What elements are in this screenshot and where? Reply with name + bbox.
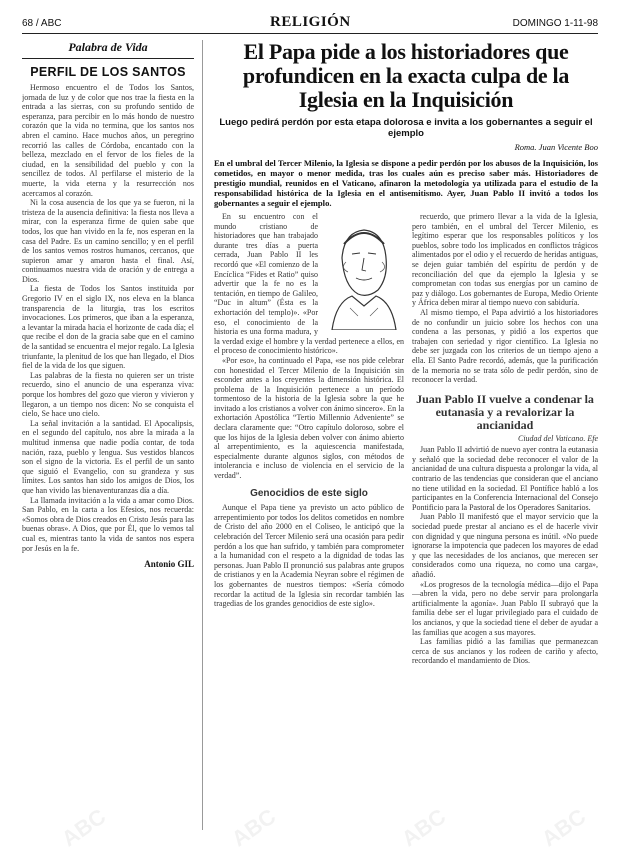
article-column-2	[412, 212, 598, 666]
article-paragraph: recuerdo, que primero llevar a la vida de la Iglesia, pero también, en el umbral del Tercer Milenio, es legítimo esperar que los responsables políticos y los pueblos, sobre todo los implicados en conflictos trágicos alimentados por el odio y el recuerdo de heridas antiguas, se dejen guiar también del espíritu de perdón y de reconciliación del que da ejemplo la Iglesia y se comprometan con todas sus energías por un camino de paz y diálogo. Los gobernantes de Europa, Medio Oriente y África deben mirar al tiempo nuevo con sabiduría.	[412, 212, 598, 308]
article-paragraph: Aunque el Papa tiene ya previsto un acto público de arrepentimiento por todos los delitos cometidos en nombre de Cristo del año 2000 en el Coliseo, le anticipó que la celebración del Tercer Milenio será una ocasión para pedir perdón a los que han sufrido, y también para comprometer a la humanidad con el respeto a la dignidad de todas las personas. Juan Pablo II pronunció sus palabras ante grupos de cristianos y en la Academia Neyran sobre el régimen de los gobernantes de nuestros tiempos: «Sería cómodo recordar la actitud de la Iglesia sin recordar también las tragedias de los grandes genocidios de este siglo».	[214, 503, 404, 609]
column-kicker: Palabra de Vida	[22, 40, 194, 59]
article-subhead: Luego pedirá perdón por esta etapa dolorosa e invita a los gobernantes a seguir el ejemplo	[219, 117, 593, 139]
watermark: ABC	[536, 803, 591, 852]
pope-photo	[322, 212, 404, 330]
column-paragraph: La llamada invitación a la vida a amar como Dios. San Pablo, en la carta a los Efesios, nos recuerda: «Somos obra de Dios creados en Cristo Jesús para las buenas obras». A Dios, que por Él, que lo vemos tal cual es, mientras tanto la vida de santos nos espera por Jesús en la fe.	[22, 495, 194, 553]
article-header	[214, 40, 598, 208]
watermark: ABC	[396, 803, 451, 852]
sidebar-dateline: Ciudad del Vaticano. Efe	[518, 433, 598, 443]
page-number: 68 / ABC	[22, 18, 62, 29]
section-subtitle: Genocidios de este siglo	[250, 487, 368, 499]
article-lead: En el umbral del Tercer Milenio, la Iglesia se dispone a pedir perdón por los abusos de la Inquisición, los cometidos, en mayor o menor medida, tras los cuales aún es preciso saber más. Historiadores de prestigio mundial, reunidos en el Vaticano, afinaron la metodología ya utilizada para el estudio de la responsabilidad histórica de la Iglesia en el antisemitismo. Ayer, Juan Pablo II invitó a todos los gobernantes a seguir el ejemplo.	[214, 158, 598, 208]
column-paragraph: Ni la cosa ausencia de los que ya se fueron, ni la tristeza de la ausencia definitiva: la fiesta nos lleva a mirar, con la esperanza firme de quien sabe que todos, los que han vivido en la fe, nos esperan en la casa del Padre. Es un camino sencillo; y en el perfil de los santos vemos rostros humanos, cercanos, que supieron amar y amaron hasta el final. Así, continuamos nuestra vida de oración y de entrega a Dios.	[22, 198, 194, 284]
article-paragraph: «Por eso», ha continuado el Papa, «se nos pide celebrar con honestidad el Tercer Milenio de la Inquisición sin esconder antes a los creyentes la dimensión histórica. El problema de la Inquisición pertenece a un período tormentoso de la historia de la Iglesia sobre la que he invitado a los cristianos a volver con ánimo sincero». En la exhortación Apostólica “Tertio Millennio Adveniente” se declara claramente que: “Otro capítulo doloroso, sobre el que los hijos de la Iglesia deben volver con ánimo abierto al arrepentimiento, es la aquiescencia manifestada, especialmente durante algunos siglos, con métodos de intolerancia e incluso de violencia en el servicio de la verdad”.	[214, 355, 404, 481]
column-paragraph: La señal invitación a la santidad. El Apocalipsis, en el segundo del capítulo, nos abre la mirada a la multitud inmensa que nadie podía contar, de toda nación, raza, pueblo y lengua. Sus vestidos blancos son el signo de la victoria. Es el perfil de un santo que siguió el Evangelio, con su grandeza y sus límites. Los santos han sido los amigos de Dios, los que han vivido las bienaventuranzas día a día.	[22, 418, 194, 495]
pope-portrait-illustration	[322, 212, 404, 330]
article-paragraph: Juan Pablo II manifestó que el mayor servicio que la sociedad puede prestar al anciano es el de hacerle vivir con dignidad y que ninguna persona es inútil. «No puede ignorarse la impotencia que padecen los mayores de edad y que las necesidades de los ancianos, que merecen ser considerados como una riqueza, no como una carga», añadió.	[412, 512, 598, 579]
article-paragraph: En su encuentro con el mundo cristiano de historiadores que han trabajado durante tres días a puerta cerrada, Juan Pablo II les recordó que «El comienzo de la Encíclica “Fides et Ratio” quiso advertir que la fe no es la tentación, en tiempo de Galileo, “Duc in altum” (Ésta es la exhortación del templo)». «Por eso, el conocimiento de la historia es una forma madura, y la verdad exige el hombre y la verdad pertenece a ellos, en el proceso de conocimiento histórico».	[214, 212, 404, 356]
section-title: RELIGIÓN	[270, 14, 351, 30]
article-headline: El Papa pide a los historiadores que profundicen en la exacta culpa de la Iglesia en la Inquisición	[242, 39, 570, 112]
article-paragraph: «Los progresos de la tecnología médica—dijo el Papa—abren la vida, pero no debe servir para prolongarla artificialmente la agonía». Juan Pablo II subrayó que la familia debe ser el lugar privilegiado para el cuidado de los ancianos, y que la sociedad tiene el deber de ayudar a las familias que acogen a sus mayores.	[412, 579, 598, 637]
article-column-1	[214, 212, 404, 609]
article-paragraph: Las familias pidió a las familias que permanezcan cerca de sus ancianos y los rodeen de cariño y afecto, recordando el mandamiento de Dios.	[412, 637, 598, 666]
article-paragraph: Juan Pablo II advirtió de nuevo ayer contra la eutanasia y señaló que la sociedad debe reconocer el valor de la ancianidad de una cultura dispuesta a prolongar la vida, al contrario de las tendencias que consideran que el anciano no tiene utilidad en la sociedad. El Pontífice habló a los participantes en la Conferencia Internacional del Consejo Pontificio para la Pastoral de los Operadores Sanitarios.	[412, 445, 598, 512]
column-palabra-de-vida	[22, 40, 194, 569]
column-signature: Antonio GIL	[144, 559, 194, 570]
column-title: PERFIL DE LOS SANTOS	[30, 65, 186, 79]
column-paragraph: Las palabras de la fiesta no quieren ser un triste recuerdo, sino el anuncio de una esperanza viva: porque los hombres del gozo que vieron y vivieron y llegaron, a un tiempo nos dicen: No se conquista el cielo, Se hace uno cielo.	[22, 370, 194, 419]
watermark: ABC	[226, 803, 281, 852]
sidebar-headline: Juan Pablo II vuelve a condenar la eutanasia y a revalorizar la ancianidad	[416, 391, 594, 432]
article-paragraph: Al mismo tiempo, el Papa advirtió a los historiadores de no confundir un juicio sobre los hechos con una condena a las personas, y pidió a los expertos que trabajen con seriedad y rigor científico. La Iglesia no debe ser juzgada con los criterios de un tiempo ajeno a ella. El Santo Padre recordó, además, que la purificación de la memoria no se trata sólo de pedir perdón, sino de reconocer la verdad.	[412, 307, 598, 385]
issue-date: DOMINGO 1-11-98	[512, 18, 598, 29]
column-paragraph: La fiesta de Todos los Santos instituida por Gregorio IV en el siglo IX, nos eleva en la blanca transparencia de la liturgia, tras los escritos invocaciones. Los primeros, que iban a la esperanza, a levantar la mirada hacia el horizonte de cada día; el que recibe el don de la gracia sabe que en el camino de la santidad se encuentra el mejor regalo. La Iglesia triunfante, la plenitud de los que han llegado, el Dios fiel de la vida de los que siguen.	[22, 284, 194, 371]
page-header	[22, 14, 598, 34]
column-body	[22, 83, 194, 553]
column-divider	[202, 40, 203, 830]
watermark: ABC	[56, 803, 111, 852]
column-paragraph: Hermoso encuentro el de Todos los Santos, jornada de luz y de color que nos trae la fiesta en la entrada a las sierras, con su profundo sentido de esperanza, para percibir en lo más hondo de nuestro corazón que la vida no termina, que los santos nos abren el camino. Hace muchos años, un peregrino recorrió las calles de Córdoba, encantado con la belleza, mezclado en el fervor de los fieles de la ciudad, en la sensibilidad del pueblo y con la sencillez de todos. Al perfilarse el misterio de la muerte, la vida eterna y la resurrección nos acercamos al corazón.	[22, 83, 194, 198]
article-byline: Roma. Juan Vicente Boo	[514, 142, 598, 152]
